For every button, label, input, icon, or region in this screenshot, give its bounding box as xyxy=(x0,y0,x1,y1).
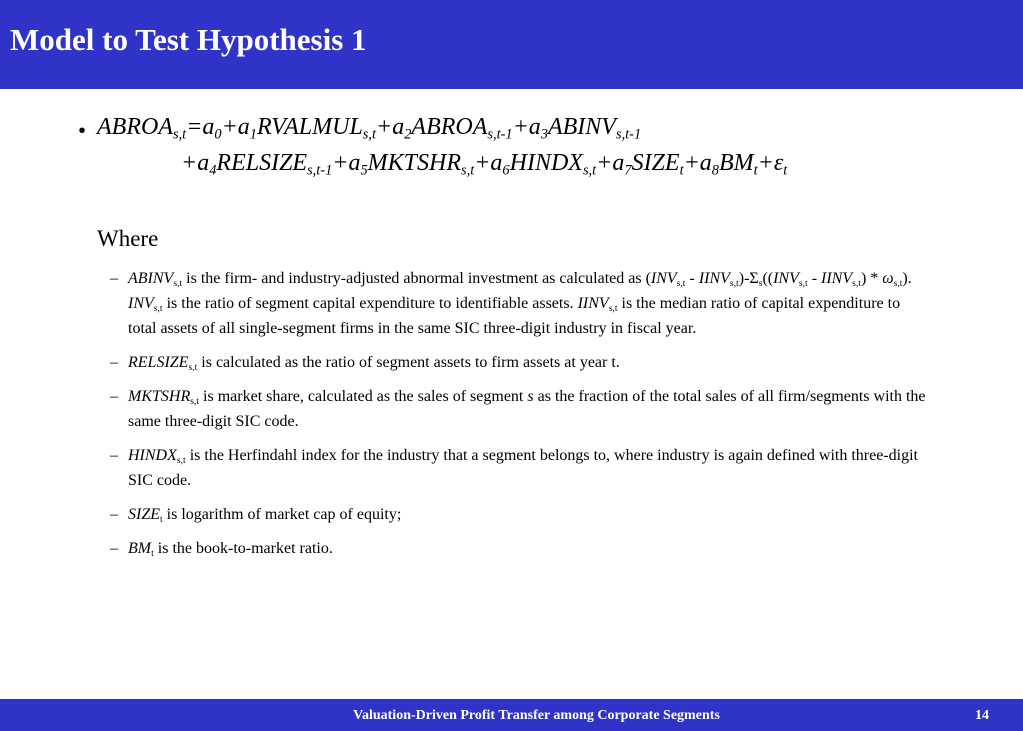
definition-text: is the book-to-market ratio. xyxy=(153,540,333,557)
equation-bullet: • xyxy=(78,118,87,143)
equation-subscript: t xyxy=(753,162,758,179)
variable-name: IINV xyxy=(577,295,609,312)
variable-subscript: s,t xyxy=(852,277,861,289)
equation-subscript: 5 xyxy=(360,162,368,179)
equation-term: +ε xyxy=(757,150,784,176)
variable-name: SIZE xyxy=(128,506,160,523)
variable-subscript: s xyxy=(758,277,763,289)
equation-term: +a xyxy=(512,114,541,140)
equation-term: BM xyxy=(718,150,754,176)
equation-term: +a xyxy=(596,150,625,176)
equation-term: ABROA xyxy=(97,114,173,140)
definition-item xyxy=(110,536,930,561)
definition-item xyxy=(110,443,930,493)
equation-subscript: 7 xyxy=(624,162,632,179)
definition-text: is the median ratio of capital expenditure to total assets of all single-segment firms in the same SIC three-digit industry in fiscal year. xyxy=(128,295,901,337)
equation-term: RVALMUL xyxy=(257,114,363,140)
dash-marker: – xyxy=(110,388,118,405)
variable-name: ABINV xyxy=(128,270,174,287)
definition-item xyxy=(110,266,930,341)
variable-subscript: s,t xyxy=(190,395,200,407)
variable-subscript: s,t xyxy=(173,277,183,289)
equation-subscript: s,t xyxy=(362,126,376,143)
equation-term: ABROA xyxy=(411,114,488,140)
dash-marker: – xyxy=(110,270,118,287)
variable-name: s xyxy=(527,388,534,405)
definition-text: is market share, calculated as the sales of segment xyxy=(199,388,528,405)
variable-name: INV xyxy=(773,270,799,287)
equation-term: +a xyxy=(181,150,210,176)
equation-subscript: s,t xyxy=(461,162,475,179)
equation-term: HINDX xyxy=(509,150,583,176)
variable-name: IINV xyxy=(821,270,853,287)
equation-subscript: s,t-1 xyxy=(615,126,642,143)
equation-subscript: s,t xyxy=(172,126,187,143)
page-number: 14 xyxy=(975,708,989,723)
variable-subscript: s,t xyxy=(188,361,198,373)
definition-text: - xyxy=(685,270,699,287)
variable-subscript: s,t xyxy=(176,454,186,466)
equation-subscript: 2 xyxy=(404,126,412,143)
dash-marker: – xyxy=(110,540,118,557)
definition-text: ) * xyxy=(860,270,883,287)
variable-name: MKTSHR xyxy=(128,388,191,405)
equation-subscript: 4 xyxy=(209,162,217,179)
variable-name: BM xyxy=(128,540,152,557)
equation-subscript: s,t-1 xyxy=(307,162,333,179)
equation-term: SIZE xyxy=(631,150,680,176)
dash-marker: – xyxy=(110,506,118,523)
variable-subscript: t xyxy=(151,547,154,559)
definition-text: (( xyxy=(762,270,774,287)
equation-term: RELSIZE xyxy=(216,150,308,176)
definition-item xyxy=(110,350,930,375)
equation-subscript: s,t-1 xyxy=(487,126,513,143)
equation-term: +a xyxy=(221,114,250,140)
variable-subscript: s,t xyxy=(893,277,903,289)
variable-name: RELSIZE xyxy=(128,354,189,371)
definition-list xyxy=(110,266,930,570)
equation-subscript: t xyxy=(679,162,684,179)
equation-term: +a xyxy=(683,150,712,176)
equation-line-1 xyxy=(97,114,641,141)
variable-subscript: t xyxy=(160,513,163,525)
variable-subscript: s,t xyxy=(153,302,163,314)
where-label: Where xyxy=(97,226,159,251)
equation-subscript: 0 xyxy=(214,126,222,143)
equation-term: +a xyxy=(474,150,503,176)
equation-term: ABINV xyxy=(547,114,616,140)
equation-subscript: 6 xyxy=(502,162,510,179)
equation-term: +a xyxy=(376,114,405,140)
definition-text: is calculated as the ratio of segment assets to firm assets at year t. xyxy=(197,354,620,371)
variable-subscript: s,t xyxy=(676,277,686,289)
definition-item xyxy=(110,384,930,434)
variable-name: INV xyxy=(128,295,154,312)
equation-term: +a xyxy=(332,150,361,176)
variable-subscript: s,t xyxy=(798,277,808,289)
equation-subscript: s,t xyxy=(582,162,597,179)
dash-marker: – xyxy=(110,447,118,464)
footer-bar xyxy=(0,699,1023,731)
definition-text: is logarithm of market cap of equity; xyxy=(162,506,402,523)
equation-subscript: t xyxy=(783,162,788,179)
variable-name: ω xyxy=(882,270,894,287)
variable-name: INV xyxy=(650,270,677,287)
equation-line-2 xyxy=(181,150,787,177)
definition-text: )-Σ xyxy=(738,270,759,287)
definition-item xyxy=(110,502,930,527)
definition-text: is the ratio of segment capital expenditure to identifiable assets. xyxy=(162,295,578,312)
definition-text: ). xyxy=(902,270,912,287)
variable-name: IINV xyxy=(698,270,730,287)
footer-title: Valuation-Driven Profit Transfer among Corporate Segments xyxy=(353,708,720,723)
equation-term: MKTSHR xyxy=(367,150,462,176)
variable-name: HINDX xyxy=(128,447,177,464)
title-bar xyxy=(0,0,1023,89)
equation-subscript: 1 xyxy=(249,126,257,143)
definition-text: is the Herfindahl index for the industry that a segment belongs to, where industry is again defined with three-digit SIC code. xyxy=(128,447,918,489)
equation-subscript: 8 xyxy=(711,162,719,179)
variable-subscript: s,t xyxy=(608,302,618,314)
slide-title: Model to Test Hypothesis 1 xyxy=(10,22,367,57)
variable-subscript: s,t xyxy=(729,277,739,289)
definition-text: as the fraction of the total sales of all firm/segments with the same three-digit SIC code. xyxy=(128,388,926,430)
definition-text: is the firm- and industry-adjusted abnormal investment as calculated as ( xyxy=(182,270,651,287)
equation-subscript: 3 xyxy=(540,126,548,143)
dash-marker: – xyxy=(110,354,118,371)
definition-text: - xyxy=(807,270,822,287)
equation-term: =a xyxy=(186,114,215,140)
